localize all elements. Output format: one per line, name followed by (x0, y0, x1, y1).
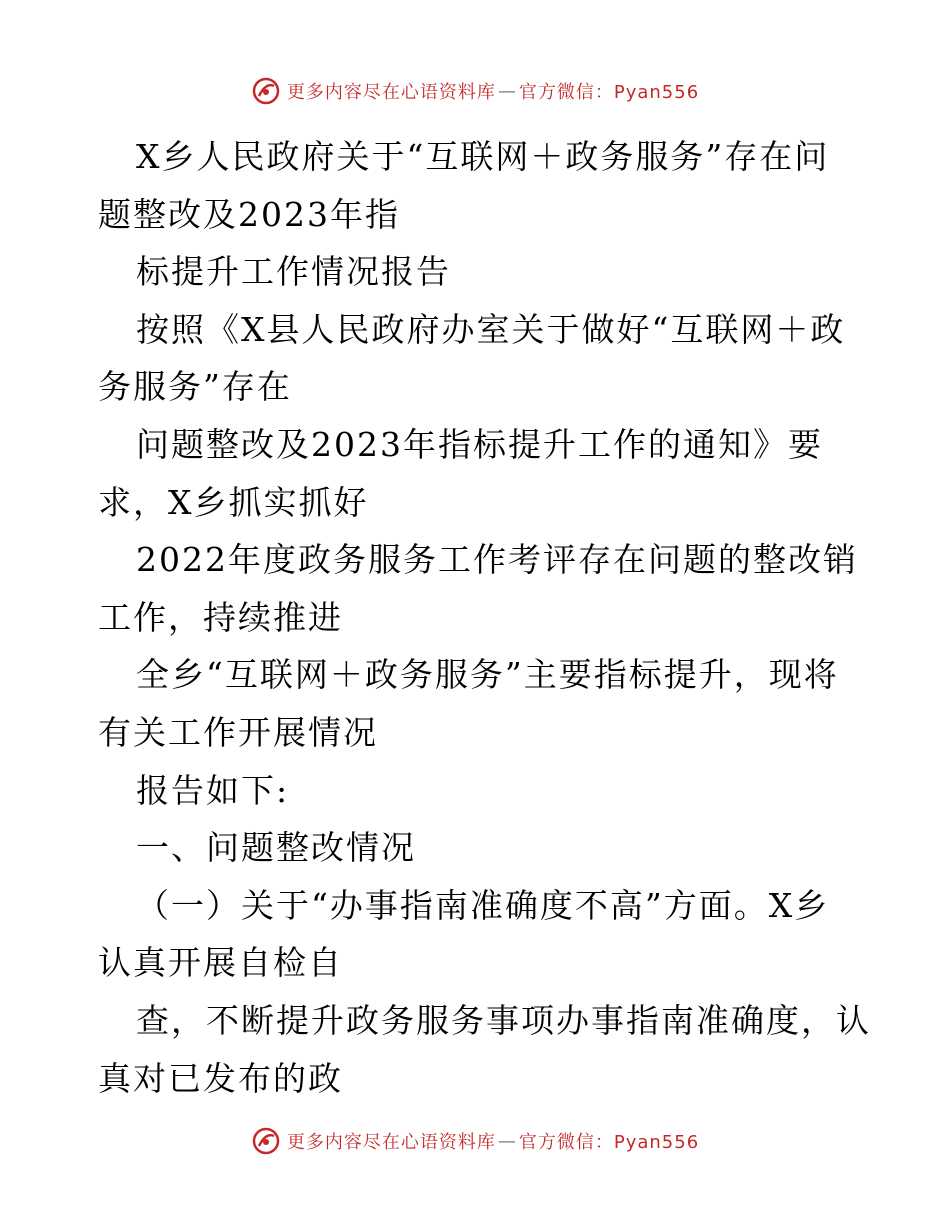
watermark-footer (0, 1126, 950, 1156)
watermark-brand: 更多内容尽在心语资料库 (286, 1132, 496, 1153)
paragraph-line: 报告如下: (136, 770, 290, 810)
title-line: X乡人民政府关于“互联网＋政务服务”存在问 (136, 137, 830, 176)
title-line: 标提升工作情况报告 (136, 252, 451, 292)
paragraph-line: 求，X乡抓实抓好 (98, 482, 369, 522)
watermark-separator: — (497, 1130, 517, 1152)
watermark-separator: — (497, 80, 517, 102)
paragraph-line: 认真开展自检自 (98, 943, 343, 983)
document-body (98, 128, 871, 1107)
brand-logo-icon (251, 1126, 281, 1156)
brand-logo-icon (251, 76, 281, 106)
watermark-header (0, 76, 950, 106)
paragraph-line: 2022年度政务服务工作考评存在问题的整改销 (136, 540, 858, 580)
paragraph-line: 务服务”存在 (98, 367, 292, 407)
watermark-contact: 官方微信：Pyan556 (518, 82, 700, 103)
section-heading: 一、问题整改情况 (136, 828, 416, 868)
paragraph-line: 查，不断提升政务服务事项办事指南准确度，认 (136, 1000, 871, 1040)
title-line: 题整改及2023年指 (98, 194, 400, 234)
paragraph-line: 按照《X县人民政府办室关于做好“互联网＋政 (136, 309, 846, 349)
paragraph-line: 全乡“互联网＋政务服务”主要指标提升，现将 (136, 655, 839, 695)
paragraph-line: （一）关于“办事指南准确度不高”方面。X乡 (136, 885, 830, 925)
watermark-contact: 官方微信：Pyan556 (518, 1132, 700, 1153)
paragraph-line: 有关工作开展情况 (98, 712, 378, 752)
paragraph-line: 工作，持续推进 (98, 597, 343, 637)
paragraph-line: 真对已发布的政 (98, 1058, 343, 1098)
watermark-brand: 更多内容尽在心语资料库 (286, 82, 496, 103)
paragraph-line: 问题整改及2023年指标提升工作的通知》要 (136, 424, 823, 464)
